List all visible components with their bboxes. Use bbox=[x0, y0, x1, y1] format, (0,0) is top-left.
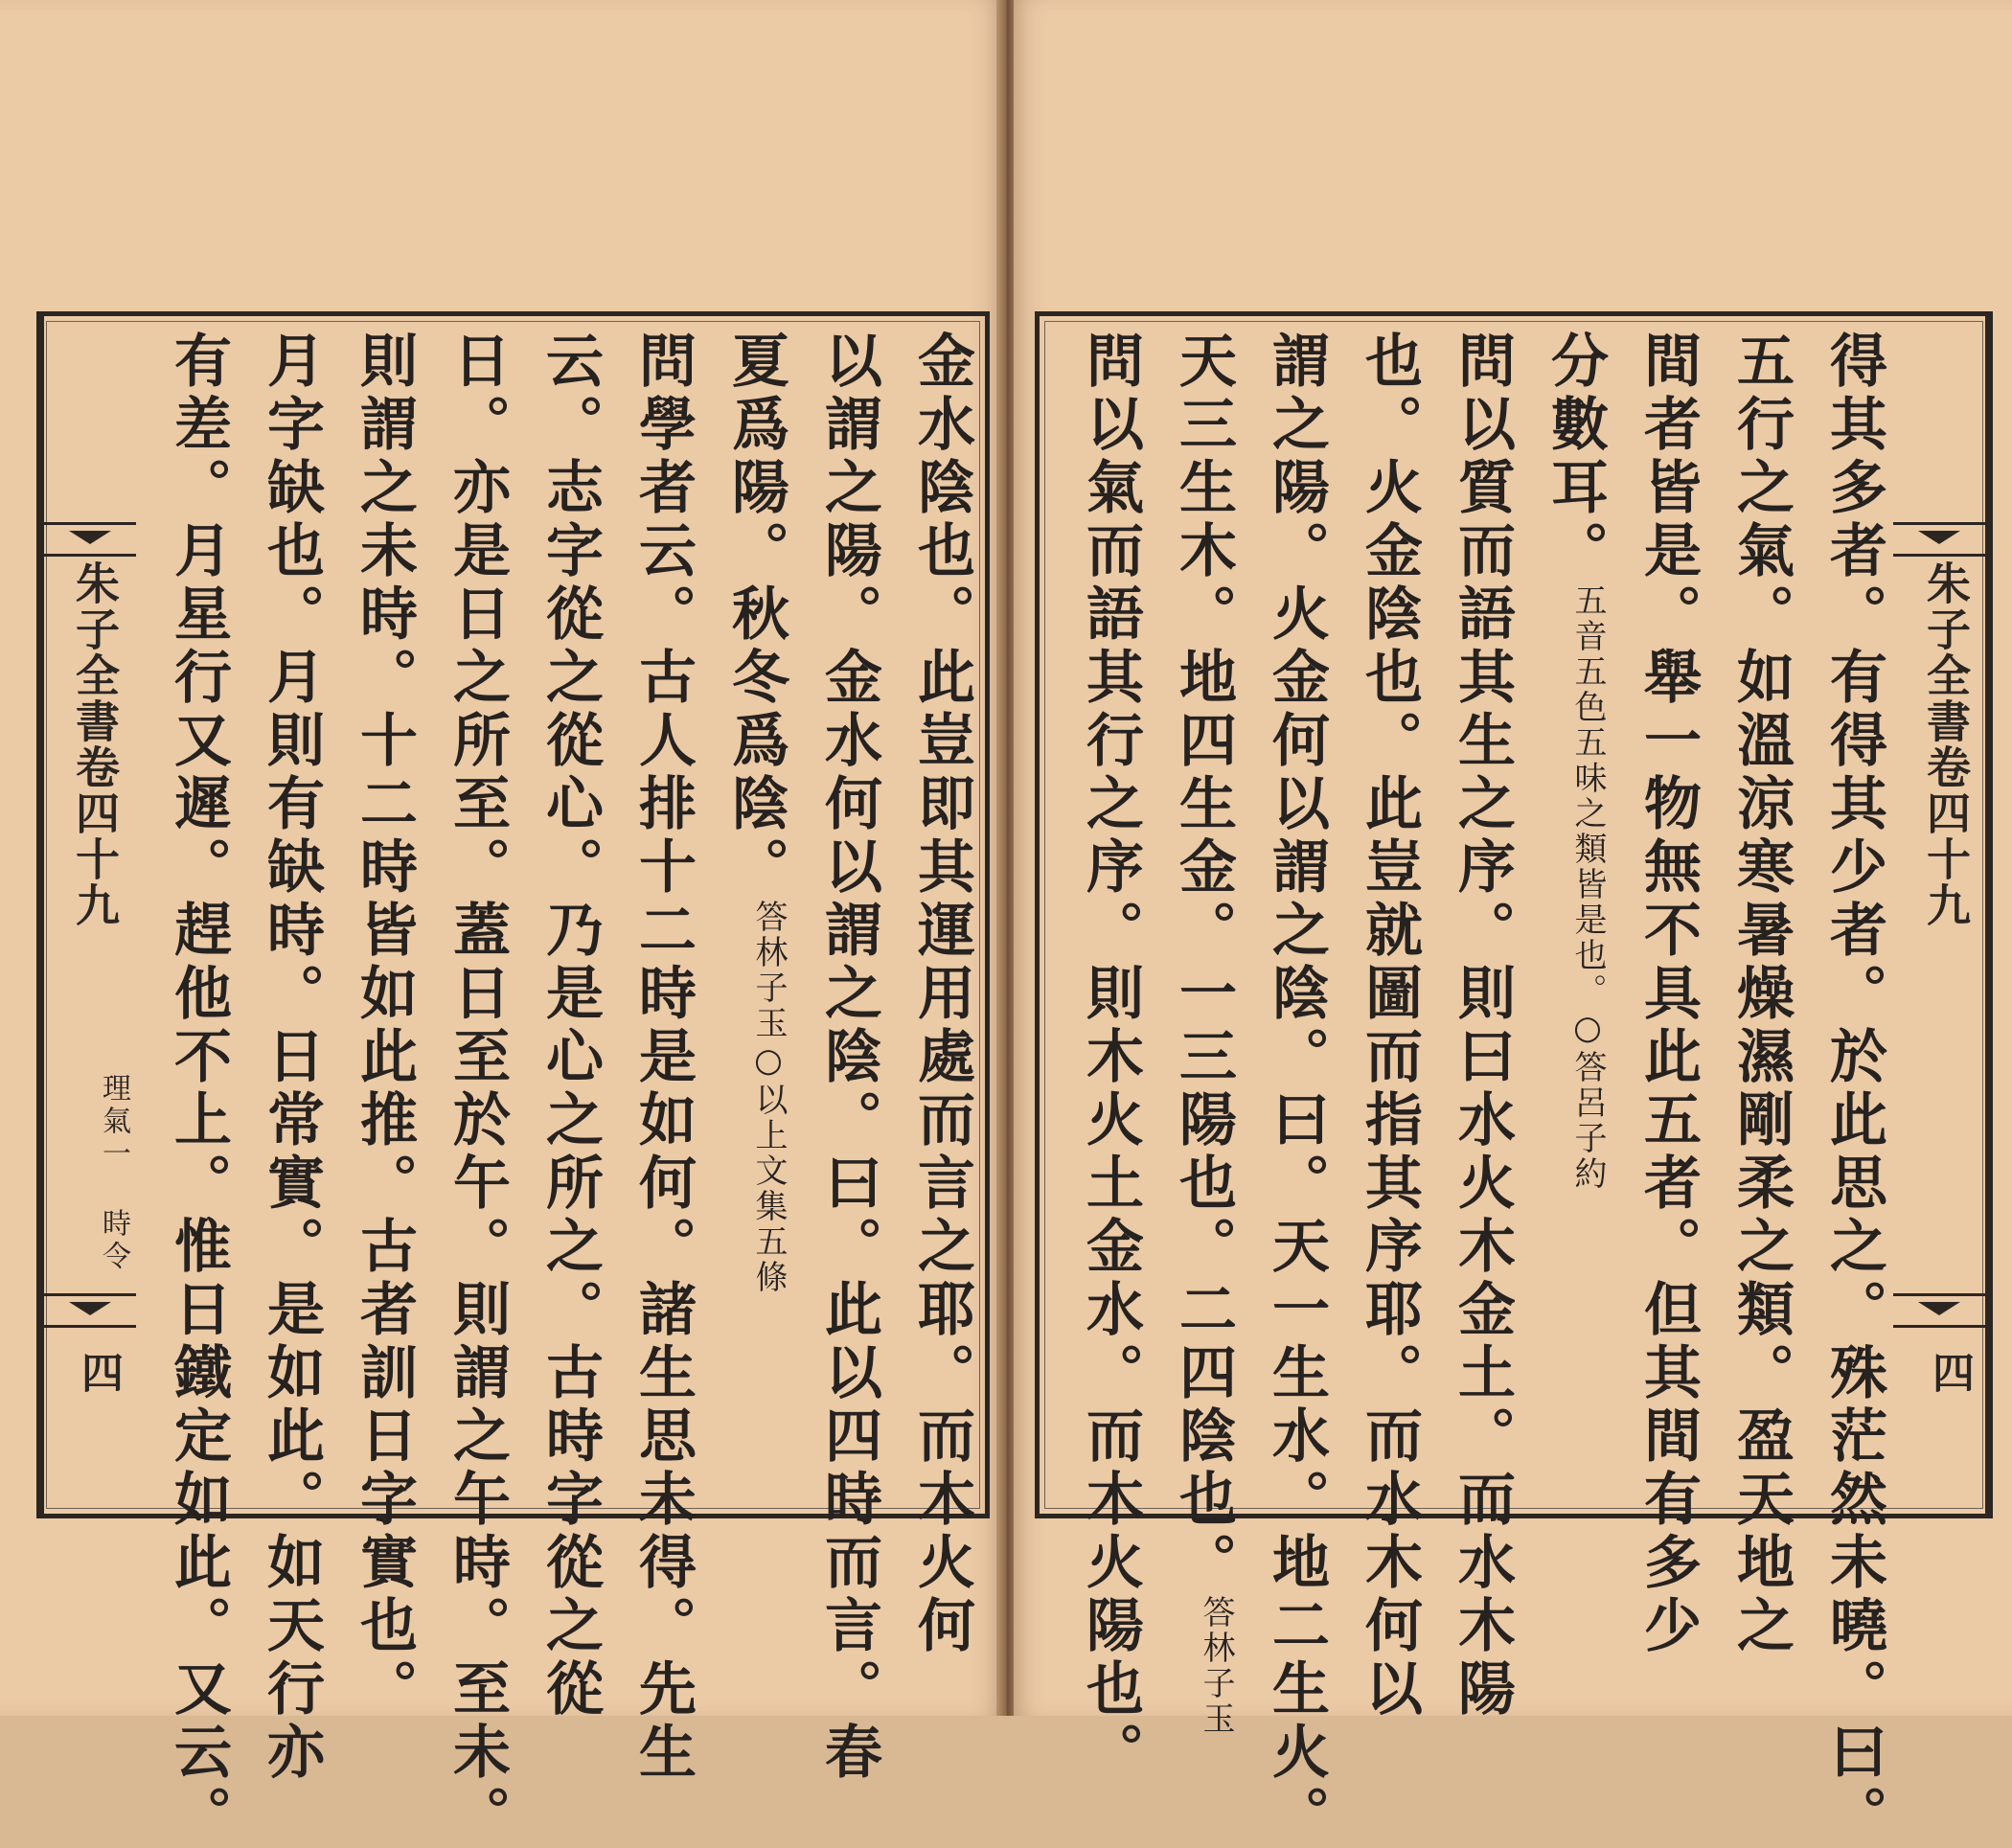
right-note-b-line-2: 子玉 bbox=[1197, 1666, 1235, 1737]
left-fishtail-top bbox=[44, 522, 136, 557]
right-text-column-6: 也。火金陰也。此豈就圖而指其序耶。而水木何以 bbox=[1356, 331, 1423, 1722]
left-text-column-6: 日。亦是日之所至。蓋日至於午。則謂之午時。至未。 bbox=[444, 331, 511, 1848]
right-text-column-3: 間者皆是。舉一物無不具此五者。但其間有多少 bbox=[1635, 331, 1702, 1658]
left-book-title: 朱子全書卷四十九 bbox=[69, 560, 121, 928]
left-note-line-1: 答林子玉○以 bbox=[749, 900, 788, 1118]
right-text-column-1: 得其多者。有得其少者。於此思之。殊茫然未曉。曰。 bbox=[1820, 331, 1887, 1848]
left-text-column-2: 以謂之陽。金水何以謂之陰。曰。此以四時而言。春 bbox=[815, 331, 882, 1785]
right-column-4-note bbox=[1568, 583, 1607, 1192]
left-text-column-7: 則謂之未時。十二時皆如此推。古者訓日字實也。 bbox=[351, 331, 418, 1722]
left-text-column-1: 金水陰也。此豈即其運用處而言之耶。而木火何 bbox=[908, 331, 975, 1658]
right-text-column-7: 謂之陽。火金何以謂之陰。曰。天一生水。地二生火。 bbox=[1263, 331, 1330, 1848]
left-page-number: 四 bbox=[74, 1351, 123, 1393]
left-text-column-4: 問學者云。古人排十二時是如何。諸生思未得。先生 bbox=[629, 331, 697, 1785]
right-note-b-line-1: 答林 bbox=[1197, 1595, 1235, 1666]
left-text-column-9: 有差。月星行又遲。趕他不上。惟日鐵定如此。又云。 bbox=[165, 331, 232, 1848]
left-text-column-5: 云。志字從之從心。乃是心之所之。古時字從之從 bbox=[537, 331, 604, 1722]
right-fishtail-bottom bbox=[1893, 1293, 1985, 1328]
right-column-8-text: 天三生木。地四生金。一三陽也。二四陰也。 bbox=[1170, 331, 1237, 1595]
left-text-frame bbox=[36, 311, 990, 1848]
right-note-a-line-2: 皆是也。○答呂子約 bbox=[1568, 867, 1607, 1192]
left-column-3-text: 夏爲陽。秋冬爲陰。 bbox=[722, 331, 789, 900]
right-book-title: 朱子全書卷四十九 bbox=[1920, 560, 1972, 928]
left-note-line-2: 上文集五條 bbox=[749, 1118, 788, 1295]
left-text-column-8: 月字缺也。月則有缺時。日常實。是如此。如天行亦 bbox=[258, 331, 325, 1785]
right-fishtail-top bbox=[1893, 522, 1985, 557]
right-note-a-line-1: 五音五色五味之類 bbox=[1568, 583, 1607, 867]
left-column-3-note bbox=[749, 900, 788, 1295]
left-margin-column bbox=[41, 316, 136, 1514]
left-text-column-3 bbox=[722, 331, 789, 1295]
right-text-column-4 bbox=[1542, 331, 1609, 1192]
right-text-frame bbox=[1035, 311, 1993, 1848]
right-margin-column bbox=[1893, 316, 1988, 1514]
right-column-4-text: 分數耳。 bbox=[1542, 331, 1609, 583]
right-text-column-8 bbox=[1170, 331, 1237, 1737]
left-section-title: 理氣一 時令 bbox=[97, 1073, 130, 1273]
right-text-column-2: 五行之氣。如溫涼寒暑燥濕剛柔之類。盈天地之 bbox=[1727, 331, 1795, 1658]
left-fishtail-bottom bbox=[44, 1293, 136, 1328]
right-text-column-9: 問以氣而語其行之序。則木火土金水。而木火陽也。 bbox=[1077, 331, 1144, 1785]
right-page-number: 四 bbox=[1925, 1351, 1974, 1393]
right-text-column-5: 問以質而語其生之序。則曰水火木金土。而水木陽 bbox=[1449, 331, 1516, 1722]
